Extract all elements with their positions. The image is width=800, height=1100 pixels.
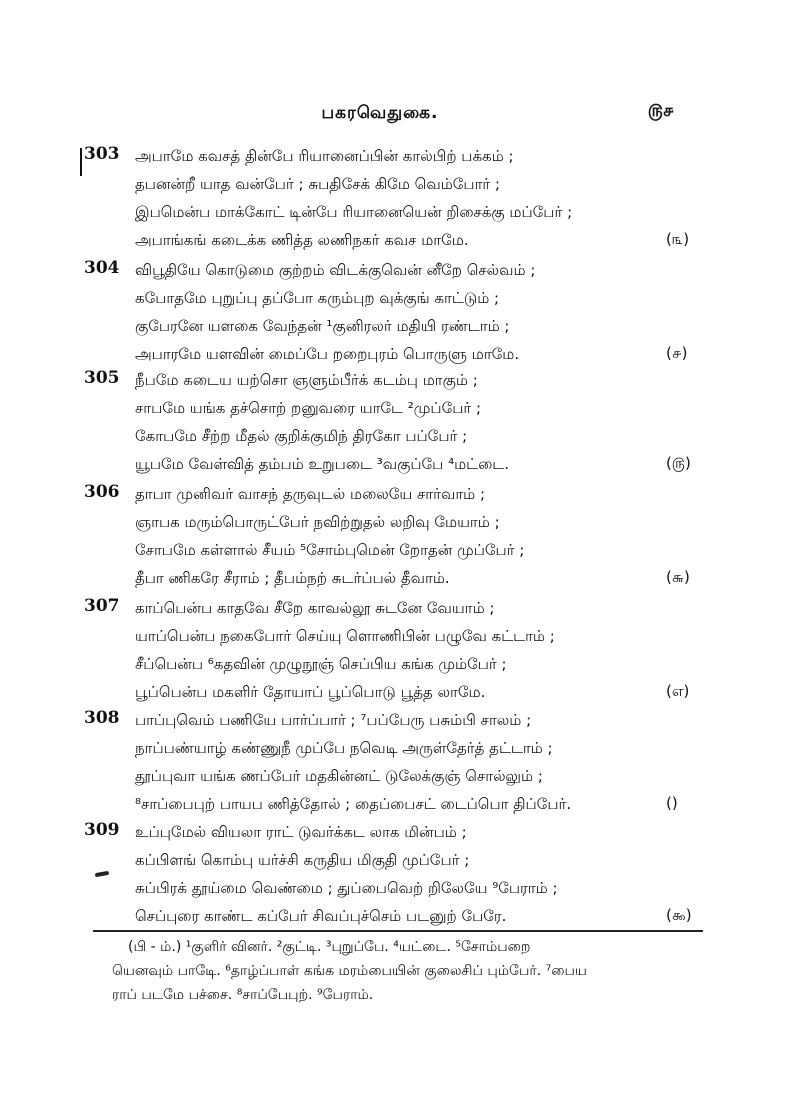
verse-line: சோபமே கள்ளால் சீயம் ⁵சோம்புமென் றோதன் முப்பேர் ; (135, 541, 525, 559)
verse-line: நாப்பண்யாழ் கண்ணுநீ முப்பே நவெடி அருள்தேர்த் தட்டாம் ; (135, 739, 553, 757)
verse-line: ஞாபக மரும்பொருட்பேர் நவிற்றுதல் லறிவு மேயாம் ; (135, 513, 500, 531)
verse-number: 303 (84, 144, 120, 164)
verse-line: அபாங்கங் கடைக்க ணித்த லணிநகர் கவச மாமே. (135, 231, 469, 249)
verse-line: தூப்புவா யங்க ணப்பேர் மதகின்னட் டுலேக்குஞ் சொல்லும் ; (135, 767, 543, 785)
verse-line: கபோதமே புறுப்பு தப்போ கரும்புற வுக்குங் காட்டும் ; (135, 289, 500, 307)
footnote-line: யெனவும் பாடிே. ⁶தாழ்ப்பாள் கங்க மரம்பையின் குலைசிப் பும்பேர். ⁷பைய (112, 963, 587, 979)
page-title: பகரவெதுகை. (321, 103, 439, 123)
verse-marker: (௪) (666, 344, 688, 362)
verse-line: உப்புமேல் வியலா ராட் டுவர்க்கட லாக மின்பம் ; (135, 823, 467, 841)
verse-marker: (எ) (666, 682, 690, 700)
verse-line: இபமென்ப மாக்கோட் டின்பே ரியானையென் றிசைக்கு மப்பேர் ; (135, 203, 573, 221)
verse-line: அபாரமே யளவின் மைப்பே றறைபுரம் பொருளு மாமே. (135, 345, 520, 363)
footnote-line: (பி - ம்.) ¹குளிர் வினர். ²குட்டி. ³புறுப்பே. ⁴யட்டை. ⁵சோம்பறை (128, 939, 531, 955)
verse-line: காப்பென்ப காதவே சீறே காவல்லூ சுடனே வேயாம் ; (135, 599, 495, 617)
verse-line: தபனன்றீ யாத வன்பேர் ; சுபதிசேக் கிமே வெம்போர் ; (135, 175, 501, 193)
verse-line: தாபா முனிவர் வாசந் தருவுடல் மலையே சார்வாம் ; (135, 485, 486, 503)
ink-mark (95, 871, 109, 877)
verse-line: நீபமே கடைய யற்சொ ஞளும்பீர்க் கடம்பு மாகும் ; (135, 371, 478, 389)
verse-number: 305 (84, 368, 120, 388)
verse-line: குபேரனே யளகை வேந்தன் ¹குனிரலர் மதியி ரண்டாம் ; (135, 317, 510, 335)
verse-number: 306 (84, 482, 120, 502)
footnote-line: ராப் படமே பச்சை. ⁸சாப்பேபுற். ⁹பேராம். (112, 987, 374, 1003)
verse-marker: (௬) (666, 568, 690, 586)
verse-line: விபூதியே கொடுமை குற்றம் விடக்குவென் னீறே செல்வம் ; (135, 261, 536, 279)
verse-marker: (௫) (666, 454, 691, 472)
verse-marker: () (666, 794, 678, 812)
verse-line: பாப்புவெம் பணியே பார்ப்பார் ; ⁷பப்பேரு பசும்பி சாலம் ; (135, 711, 532, 729)
verse-line: சீப்பென்ப ⁶கதவின் முழுநூஞ் செப்பிய கங்க மும்பேர் ; (135, 655, 507, 673)
page-number: ௫௪ (648, 101, 674, 121)
margin-mark (80, 148, 82, 176)
verse-marker: (௯) (666, 906, 692, 924)
verse-line: யூபமே வேள்வித் தம்பம் உறுபடை ³வகுப்பே ⁴மட்டை. (135, 455, 509, 473)
footnote-divider (93, 930, 703, 932)
verse-line: அபாமே கவசத் தின்பே ரியானைப்பின் கால்பிற் பக்கம் ; (135, 147, 514, 165)
verse-line: ⁸சாப்பைபுற் பாயப ணித்தோல் ; தைப்பைசட் டைப்பொ திப்பேர். (135, 795, 572, 813)
verse-number: 308 (84, 708, 120, 728)
verse-line: தீபா ணிகரே சீராம் ; தீபம்நற் சுடர்ப்பல் தீவாம். (135, 569, 450, 587)
verse-number: 304 (84, 258, 120, 278)
verse-line: பூப்பென்ப மகளிர் தோயாப் பூப்பொடு பூத்த லாமே. (135, 683, 486, 701)
verse-marker: (௩) (666, 230, 690, 248)
verse-line: யாப்பென்ப நகைபோர் செய்யு ளொணிபின் பழுவே கட்டாம் ; (135, 627, 555, 645)
verse-line: கப்பிளங் கொம்பு யர்ச்சி கருதிய மிகுதி முப்பேர் ; (135, 851, 470, 869)
verse-line: சாபமே யங்க தச்சொற் றனுவரை யாடே ²முப்பேர் ; (135, 399, 482, 417)
verse-number: 307 (84, 596, 120, 616)
verse-line: செப்புரை காண்ட கப்பேர் சிவப்புச்செம் படனுற் பேரே. (135, 907, 507, 925)
verse-line: சுப்பிரக் தூய்மை வெண்மை ; துப்பைவெற் றிலேயே ⁹பேராம் ; (135, 879, 558, 897)
verse-number: 309 (84, 820, 120, 840)
verse-line: கோபமே சீற்ற மீதல் குறிக்குமிந் திரகோ பப்பேர் ; (135, 427, 468, 445)
